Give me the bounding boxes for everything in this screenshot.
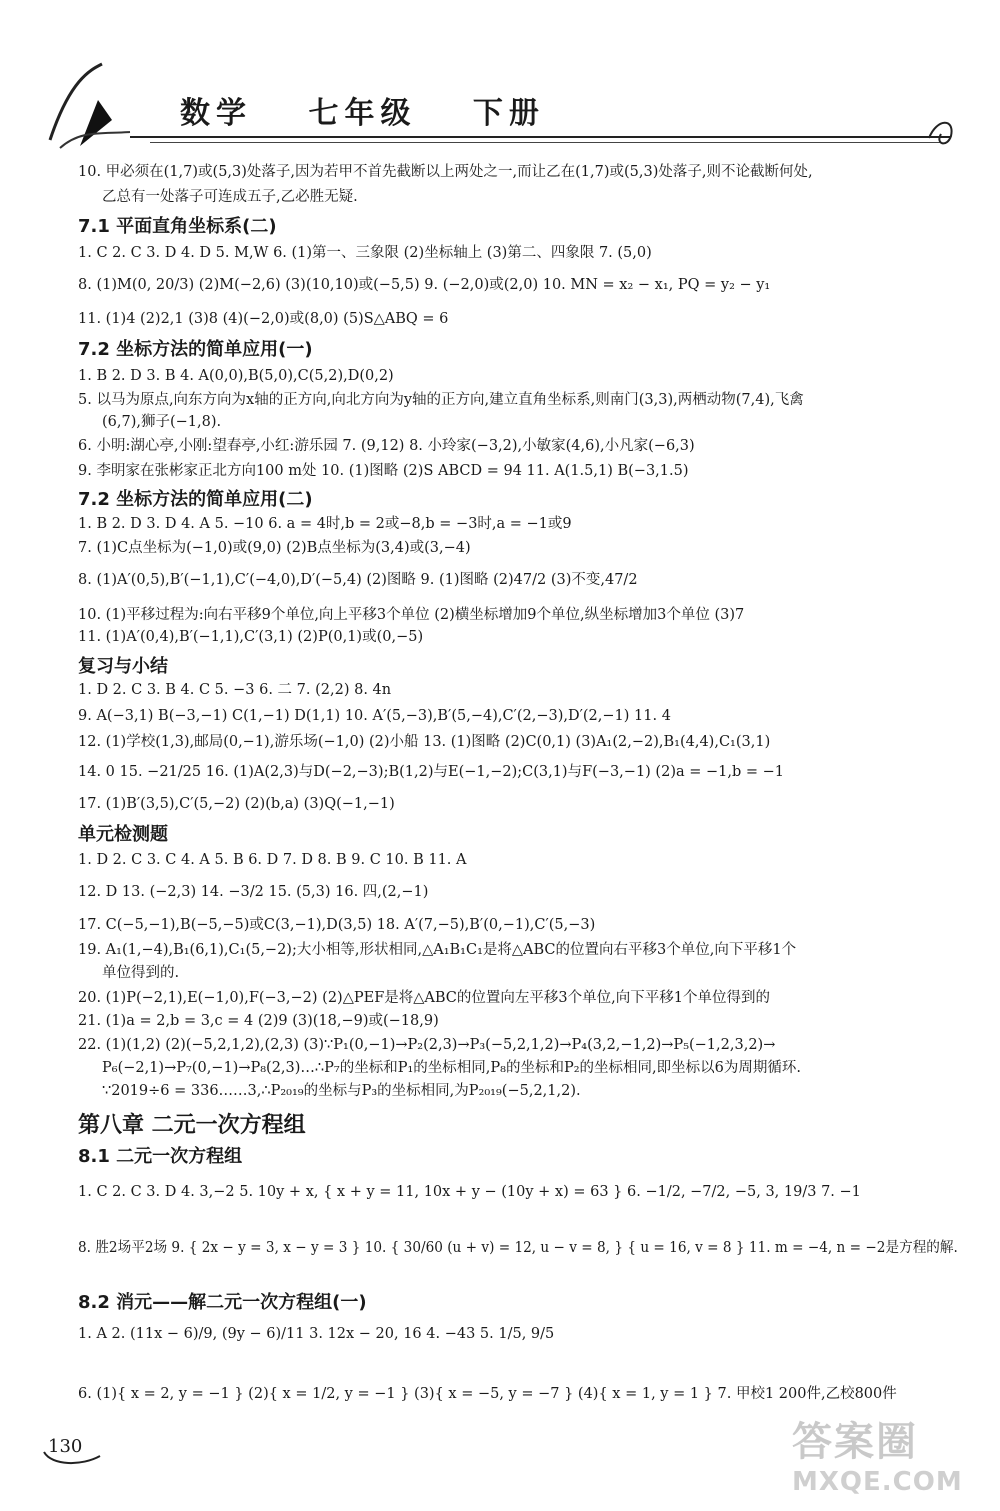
answer-line: 11. (1)4 (2)2,1 (3)8 (4)(−2,0)或(8,0) (5)S△ABQ = 6 xyxy=(78,311,449,327)
section-heading: 7.1 平面直角坐标系(二) xyxy=(78,216,277,237)
curl-ornament-icon xyxy=(925,114,965,154)
answer-line: 8. (1)M(0, 20/3) (2)M(−2,6) (3)(10,10)或(−5,5) 9. (−2,0)或(2,0) 10. MN = x₂ − x₁, PQ = y₂ − y₁ xyxy=(78,277,771,293)
answer-line: 10. 甲必须在(1,7)或(5,3)处落子,因为若甲不首先截断以上两处之一,而让乙在(1,7)或(5,3)处落子,则不论截断何处, xyxy=(78,164,813,180)
answer-line: 1. B 2. D 3. D 4. A 5. −10 6. a = 4时,b = 2或−8,b = −3时,a = −1或9 xyxy=(78,516,572,532)
answer-line: 1. D 2. C 3. B 4. C 5. −3 6. 二 7. (2,2) 8. 4n xyxy=(78,682,392,698)
answer-line: 8. 胜2场平2场 9. { 2x − y = 3, x − y = 3 } 10. { 30/60 (u + v) = 12, u − v = 8, } { u = 16, v = 8 } 11. m = −4, n = −2是方程的解. xyxy=(78,1240,958,1256)
header-rule xyxy=(130,136,950,138)
section-heading: 8.2 消元——解二元一次方程组(一) xyxy=(78,1292,367,1313)
pen-nib-logo-icon xyxy=(40,60,160,160)
answer-line: 14. 0 15. −21/25 16. (1)A(2,3)与D(−2,−3);B(1,2)与E(−1,−2);C(3,1)与F(−3,−1) (2)a = −1,b = −1 xyxy=(78,764,784,780)
answer-line: 12. D 13. (−2,3) 14. −3/2 15. (5,3) 16. 四,(2,−1) xyxy=(78,884,429,900)
section-heading: 7.2 坐标方法的简单应用(一) xyxy=(78,339,313,360)
answer-line: 6. 小明:湖心亭,小刚:望春亭,小红:游乐园 7. (9,12) 8. 小玲家(−3,2),小敏家(4,6),小凡家(−6,3) xyxy=(78,438,695,454)
answer-line: 19. A₁(1,−4),B₁(6,1),C₁(5,−2);大小相等,形状相同,△A₁B₁C₁是将△ABC的位置向右平移3个单位,向下平移1个 xyxy=(78,942,797,958)
answer-line: (6,7),狮子(−1,8). xyxy=(102,414,222,430)
header-title xyxy=(180,88,585,132)
answer-line: P₆(−2,1)→P₇(0,−1)→P₈(2,3)…∴P₇的坐标和P₁的坐标相同,P₈的坐标和P₂的坐标相同,即坐标以6为周期循环. xyxy=(102,1060,801,1076)
answer-line: 1. D 2. C 3. C 4. A 5. B 6. D 7. D 8. B 9. C 10. B 11. A xyxy=(78,852,467,868)
answer-line: 单位得到的. xyxy=(102,965,180,981)
answer-line: 6. (1){ x = 2, y = −1 } (2){ x = 1/2, y = −1 } (3){ x = −5, y = −7 } (4){ x = 1, y = 1 } 7. 甲校1 200件,乙校800件 xyxy=(78,1386,897,1402)
page-header xyxy=(40,60,960,160)
page-number-swoosh-icon xyxy=(42,1448,102,1468)
answer-line: 7. (1)C点坐标为(−1,0)或(9,0) (2)B点坐标为(3,4)或(3,−4) xyxy=(78,540,471,556)
watermark xyxy=(792,1410,982,1500)
answer-line: 10. (1)平移过程为:向右平移9个单位,向上平移3个单位 (2)横坐标增加9个单位,纵坐标增加3个单位 (3)7 xyxy=(78,607,745,623)
answer-line: 20. (1)P(−2,1),E(−1,0),F(−3,−2) (2)△PEF是将△ABC的位置向左平移3个单位,向下平移1个单位得到的 xyxy=(78,990,770,1006)
answer-line: 8. (1)A′(0,5),B′(−1,1),C′(−4,0),D′(−5,4) (2)图略 9. (1)图略 (2)47/2 (3)不变,47/2 xyxy=(78,572,638,588)
answer-line: 9. A(−3,1) B(−3,−1) C(1,−1) D(1,1) 10. A′(5,−3),B′(5,−4),C′(2,−3),D′(2,−1) 11. 4 xyxy=(78,708,671,724)
answer-line: 11. (1)A′(0,4),B′(−1,1),C′(3,1) (2)P(0,1)或(0,−5) xyxy=(78,629,424,645)
section-heading: 复习与小结 xyxy=(78,656,168,677)
answer-line: 9. 李明家在张彬家正北方向100 m处 10. (1)图略 (2)S ABCD = 94 11. A(1.5,1) B(−3,1.5) xyxy=(78,463,689,479)
section-heading: 7.2 坐标方法的简单应用(二) xyxy=(78,489,313,510)
answer-line: 17. C(−5,−1),B(−5,−5)或C(3,−1),D(3,5) 18. A′(7,−5),B′(0,−1),C′(5,−3) xyxy=(78,917,596,933)
header-grade: 七年级 xyxy=(308,96,417,131)
answer-line: 1. C 2. C 3. D 4. 3,−2 5. 10y + x, { x + y = 11, 10x + y − (10y + x) = 63 } 6. −1/2, −7/2, −5, 3, 19/3 7. −1 xyxy=(78,1184,861,1200)
section-heading: 8.1 二元一次方程组 xyxy=(78,1146,243,1167)
section-heading: 单元检测题 xyxy=(78,824,168,845)
header-subject: 数学 xyxy=(180,96,252,131)
answer-line: 1. B 2. D 3. B 4. A(0,0),B(5,0),C(5,2),D(0,2) xyxy=(78,368,394,384)
answer-line: 1. C 2. C 3. D 4. D 5. M,W 6. (1)第一、三象限 (2)坐标轴上 (3)第二、四象限 7. (5,0) xyxy=(78,245,652,261)
answer-line: 乙总有一处落子可连成五子,乙必胜无疑. xyxy=(102,189,358,205)
answer-line: 21. (1)a = 2,b = 3,c = 4 (2)9 (3)(18,−9)或(−18,9) xyxy=(78,1013,439,1029)
watermark-logo-text: 答案圈 xyxy=(792,1419,918,1465)
answer-line: 17. (1)B′(3,5),C′(5,−2) (2)(b,a) (3)Q(−1,−1) xyxy=(78,796,395,812)
answer-line: 12. (1)学校(1,3),邮局(0,−1),游乐场(−1,0) (2)小船 13. (1)图略 (2)C(0,1) (3)A₁(2,−2),B₁(4,4),C₁(3,1) xyxy=(78,734,771,750)
chapter-heading: 第八章 二元一次方程组 xyxy=(78,1113,306,1138)
answer-line: 1. A 2. (11x − 6)/9, (9y − 6)/11 3. 12x − 20, 16 4. −43 5. 1/5, 9/5 xyxy=(78,1326,555,1342)
page-number: 130 xyxy=(48,1436,83,1457)
answer-line: 5. 以马为原点,向东方向为x轴的正方向,向北方向为y轴的正方向,建立直角坐标系,则南门(3,3),两栖动物(7,4),飞禽 xyxy=(78,392,804,408)
watermark-url: MXQE.COM xyxy=(792,1467,963,1497)
answer-line: ∵2019÷6 = 336……3,∴P₂₀₁₉的坐标与P₃的坐标相同,为P₂₀₁₉(−5,2,1,2). xyxy=(102,1083,581,1099)
answer-line: 22. (1)(1,2) (2)(−5,2,1,2),(2,3) (3)∵P₁(0,−1)→P₂(2,3)→P₃(−5,2,1,2)→P₄(3,2,−1,2)→P₅(−1,2,3,2)→ xyxy=(78,1037,776,1053)
header-volume: 下册 xyxy=(472,96,545,131)
header-rule-thin xyxy=(150,142,940,143)
